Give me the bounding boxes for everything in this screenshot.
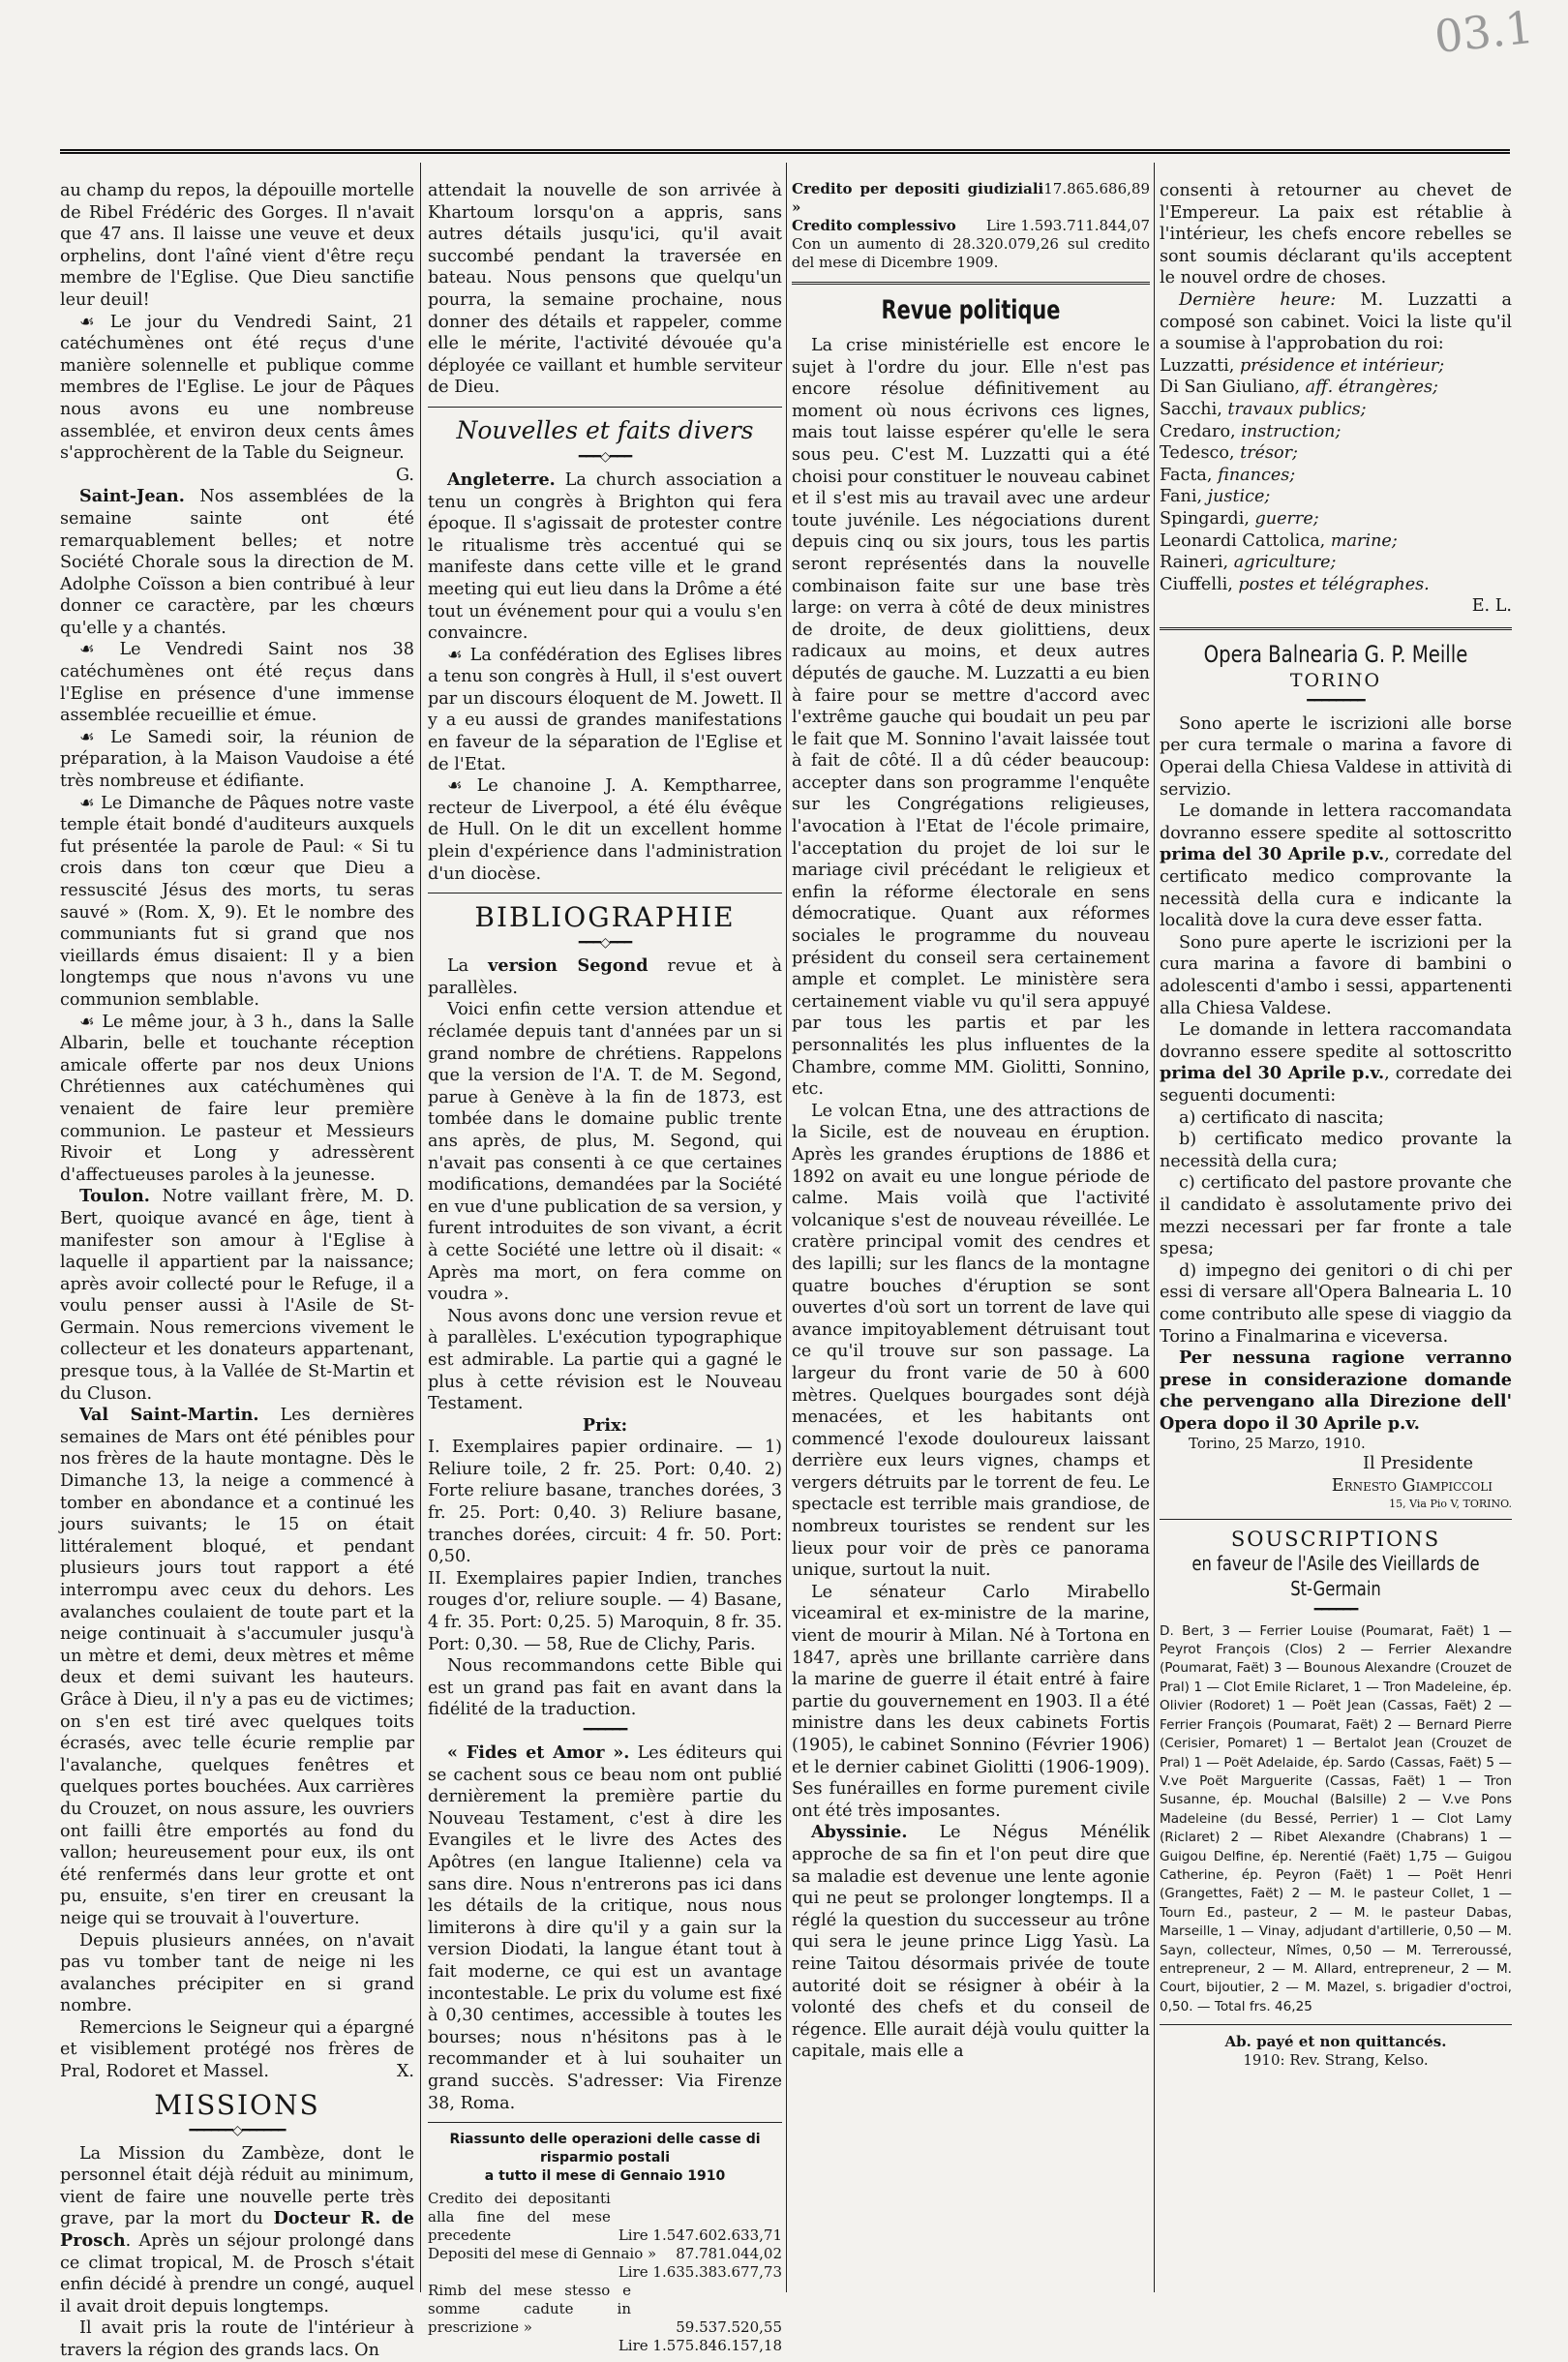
price-item: II. Exemplaires papier Indien, tranches rouges d'or, reliure souple. — 4) Basane, 4 fr. 35. Port: 0,25. 5) Maroquin, 8 fr. 35. Port: 0,30. — 58, Rue de Clichy, Paris. xyxy=(428,1568,782,1654)
paragraph: ☙ Le Vendredi Saint nos 38 catéchumènes ont été reçus dans l'Eglise en présence d'une immense assemblée recueillie et émue. xyxy=(60,640,415,726)
clover-bullet-icon: ☙ xyxy=(79,727,95,747)
footer-note: Ab. payé et non quittancés. xyxy=(1224,2033,1447,2051)
paragraph: Dernière heure: M. Luzzatti a composé son cabinet. Voici la liste qu'il a soumise à l'approbation du roi: xyxy=(1160,289,1512,354)
paragraph: attendait la nouvelle de son arrivée à Khartoum lorsqu'on a appris, sans autres détails jusqu'ici, qu'il avait succombé pendant la traversée en bateau. Nous pensons que quelqu'un pourra, la semaine prochaine, nous donner des détails et rappeler, comme elle le mérite, l'activité dévouée qu'a déployée ce vaillant et humble serviteur de Dieu. xyxy=(428,181,782,398)
table-row: Credito dei depositanti alla fine del mese precedente Lire 1.547.602.633,71 xyxy=(428,2190,782,2245)
cabinet-item: Ciuffelli, postes et télégraphes. xyxy=(1160,574,1430,594)
signature: E. L. xyxy=(1471,596,1512,617)
document-item: c) certificato del pastore provante che il candidato è assolutamente privo dei mezzi necessari per far fronte a tale spesa; xyxy=(1160,1173,1512,1259)
rule-ornament-icon: ━━━━━━ xyxy=(583,1722,627,1738)
paragraph: ☙ Le même jour, à 3 h., dans la Salle Albarin, belle et touchante réception amicale offerte par nos deux Unions Chrétiennes aux catéchumènes qui venaient de faire leur première communion. Le pasteur et Messieurs Rivoir et Long y adressèrent d'affectueuses paroles à la jeunesse. xyxy=(60,1012,415,1185)
divider xyxy=(428,407,782,408)
paragraph: La crise ministérielle est encore le sujet à l'ordre du jour. Elle n'est pas encore résolue définitivement au moment où nous écrivons ces lignes, mais tout laisse espérer qu'elle le sera sous peu. C'est M. Luzzatti qui a été choisi pour constituer le nouveau cabinet et il s'est mis au travail avec une ardeur toute juvénile. Les négociations durent depuis cinq ou six jours, tous les partis seront représentés dans la nouvelle combinaison faite sur une base très large: on verra à côté de deux ministres de droite, de deux giolittiens, deux radicaux au moins, et deux autres députés de gauche. M. Luzzatti a eu bien à faire pour se mettre d'accord avec l'extrême gauche qui boudait un peu par le fait que M. Sonnino l'avait laissée tout à fait de côté. Il a dû céder beaucoup: accepter dans son programme l'enquête sur les Congrégations religieuses, l'avocation à l'Etat de l'école primaire, l'acceptation du projet de loi sur le mariage civil précédant le religieux et enfin la réforme électorale en sens démocratique. Quant aux réformes sociales le programme du nouveau président du conseil sera certainement ample et complet. Le ministère sera certainement viable vu qu'il sera appuyé par tous les partis et par les personnalités les plus influentes de la Chambre, comme MM. Giolitti, Sonnino, etc. xyxy=(792,336,1150,1100)
paragraph: ☙ La confédération des Eglises libres a tenu son congrès à Hull, il s'est ouvert par un discours éloquent de M. Jowett. Il y a eu aussi de grandes manifestations en faveur de la séparation de l'Eglise et de l'Etat. xyxy=(428,645,783,774)
paragraph: Voici enfin cette version attendue et réclamée depuis tant d'années par un si grand nombre de chrétiens. Rappelons que la version de l'A. T. de M. Segond, parue à Genève à la fin de 1873, est tombée dans le domaine public trente ans après, de plus, M. Segond, qui n'avait pas consenti à ce que certaines modifications, demandées par la Société en vue d'une publication de sa version, y furent introduites de son vivant, a écrit à cette Société une lettre où il disait: « Après ma mort, on fera comme on voudra ». xyxy=(428,1000,782,1305)
column-rule xyxy=(1154,163,1155,2292)
cabinet-item: Luzzatti, présidence et intérieur; xyxy=(1160,355,1445,376)
paragraph: La version Segond revue et à parallèles. xyxy=(428,955,782,998)
paragraph: Abyssinie. Le Négus Ménélik approche de sa fin et l'on peut dire que sa maladie est devenue une lente agonie qui ne peut se prolonger longtemps. Il a réglé la question du successeur au trône qui sera le jeune prince Ligg Yasù. La reine Taitou désormais privée de toute autorité doit se résigner à obéir à la volonté des chefs et du conseil de régence. Elle aurait déjà voulu quitter la capitale, mais elle a xyxy=(792,1822,1150,2062)
paragraph: au champ du repos, la dépouille mortelle de Ribel Frédéric des Gorges. Il n'avait que 47 ans. Il laisse une veuve et deux orphelins, dont l'aîné vient d'être reçu membre de l'Eglise. Que Dieu sanctifie leur deuil! xyxy=(60,181,414,310)
section-title-missions: MISSIONS xyxy=(154,2088,320,2121)
column-4 xyxy=(1160,180,1512,2310)
documents-list xyxy=(1160,1107,1512,1348)
column-rule xyxy=(420,163,421,2292)
handwritten-page-number: 03.1 xyxy=(1432,0,1536,64)
document-item: d) impegno dei genitori o di chi per essi di versare all'Opera Balnearia L. 10 come contributo alle spese di viaggio da Torino a Finalmarina e viceversa. xyxy=(1160,1260,1512,1347)
divider xyxy=(1160,1519,1512,1520)
divider xyxy=(792,282,1150,285)
paragraph: Depuis plusieurs années, on n'avait pas vu tomber tant de neige ni les avalanches précipiter en si grand nombre. xyxy=(60,1930,414,2016)
section-subtitle-torino: TORINO xyxy=(1289,669,1382,691)
table-row: Rimb del mese stesso e somme cadute in prescrizione » 59.537.520,55 xyxy=(428,2282,782,2337)
table-row: Lire 1.575.846.157,18 xyxy=(618,2337,782,2355)
price-heading: Prix: xyxy=(582,1414,628,1436)
paragraph: Nous recommandons cette Bible qui est un grand pas fait en avant dans la fidélité de la traduction. xyxy=(428,1656,782,1720)
paragraph: ☙ Le chanoine J. A. Kemptharree, recteur de Liverpool, a été élu évêque de Hull. On le dit un excellent homme plein d'expérience dans l'administration d'un diocèse. xyxy=(428,776,783,884)
cabinet-item: Tedesco, trésor; xyxy=(1160,443,1298,464)
date-line: Torino, 25 Marzo, 1910. xyxy=(1189,1435,1366,1453)
paragraph: Le domande in lettera raccomandata dovranno essere spedite al sottoscritto prima del 30 Aprile p.v., corredate del certificato medico comprovante la necessità della cura e indicante la località dove la cura deve esser fatta. xyxy=(1160,802,1512,931)
paragraph: Remercions le Seigneur qui a épargné et visiblement protégé nos frères de Pral, Rodoret et Massel. X. xyxy=(60,2017,414,2082)
clover-bullet-icon: ☙ xyxy=(79,312,95,332)
rule-ornament-icon: ━━━◇━━━ xyxy=(578,448,632,465)
section-title-nouvelles: Nouvelles et faits divers xyxy=(456,415,754,444)
document-item: b) certificato medico provante la necessità della cura; xyxy=(1160,1130,1512,1171)
section-title-souscriptions: SOUSCRIPTIONS xyxy=(1230,1527,1441,1551)
table-row: Depositi del mese di Gennaio » 87.781.044,02 xyxy=(428,2245,782,2263)
paragraph: Val Saint-Martin. Les dernières semaines de Mars ont été pénibles pour nos frères de la haute montagne. Dès le Dimanche 13, la neige a commencé à tomber en abondance et a continué les jours suivants; le 15 on était littéralement bloqué, et pendant plusieurs jours tout rapport a été interrompu avec ceux du dehors. Les avalanches coulaient de toute part et la neige continuait à s'accumuler jusqu'à un mètre et demi, deux mètres et même deux et demi suivant les hauteurs. Grâce à Dieu, il n'y a pas eu de victimes; on s'en est tiré avec quelques toits écrasés, avec telle écurie remplie par l'avalanche, quelques fenêtres et quelques portes bouchées. Aux carrières du Crouzet, on nous assure, les ouvriers ont failli être emportés au fond du vallon; heureusement pour eux, ils ont été renfermés dans leur grotte et ont pu, ensuite, s'en tirer en creusant la neige qui se trouvait à l'ouverture. xyxy=(60,1405,414,1928)
rule-ornament-icon: ━━━━━━━━ xyxy=(1307,692,1365,709)
clover-bullet-icon: ☙ xyxy=(447,776,463,797)
cabinet-item: Fani, justice; xyxy=(1160,487,1271,507)
column-rule xyxy=(786,163,787,2292)
column-2 xyxy=(428,180,783,2355)
table-note: Con un aumento di 28.320.079,26 sul credito del mese di Dicembre 1909. xyxy=(792,235,1150,271)
cabinet-item: Credaro, instruction; xyxy=(1160,421,1342,441)
clover-bullet-icon: ☙ xyxy=(447,645,463,665)
paragraph: Per nessuna ragione verranno prese in considerazione domande che pervengano alla Direzione dell' Opera dopo il 30 Aprile p.v. xyxy=(1160,1348,1512,1434)
paragraph: Saint-Jean. Nos assemblées de la semaine sainte ont été remarquablement belles; et notre Société Chorale sous la direction de M. Adolphe Coïsson a bien contribué à leur donner ce caractère, par les chœurs qu'elle y a chantés. xyxy=(60,486,414,638)
paragraph: ☙ Le Dimanche de Pâques notre vaste temple était bondé d'auditeurs auxquels fut présentée la parole de Paul: « Si tu crois dans ton cœur que Dieu a ressuscité Jésus des morts, tu seras sauvé » (Rom. X, 9). Et le nombre des communiants fut si grand que nos vieillards émus disaient: Il y a bien longtemps que nous n'avons vu une communion semblable. xyxy=(60,793,414,1010)
section-title-opera-balnearia: Opera Balnearia G. P. Meille xyxy=(1203,640,1468,668)
divider xyxy=(1160,627,1512,630)
place-name: Val Saint-Martin. xyxy=(79,1405,259,1426)
paragraph: Il avait pris la route de l'intérieur à travers la région des grands lacs. On xyxy=(60,2318,414,2360)
cabinet-item: Di San Giuliano, aff. étrangères; xyxy=(1160,378,1438,398)
column-1 xyxy=(60,180,415,2360)
price-item: I. Exemplaires papier ordinaire. — 1) Reliure toile, 2 fr. 25. Port: 0,40. 2) Forte reliure basane, tranches dorées, 3 fr. 25. Port: 0,40. 3) Reliure basane, tranches dorées, circuit: 4 fr. 50. Port: 0,50. xyxy=(428,1438,782,1567)
paragraph: Angleterre. La church association a tenu un congrès à Brighton qui fera époque. Il s'agissait de protester contre le ritualisme très accentué qui se manifeste dans cette ville et le grand meeting qui eut lieu dans la Drôme a été tout un événement pour qui a voulu s'en convaincre. xyxy=(428,469,782,644)
clover-bullet-icon: ☙ xyxy=(79,793,95,813)
cabinet-item: Spingardi, guerre; xyxy=(1160,508,1319,529)
divider xyxy=(1160,2024,1512,2025)
paragraph: Le volcan Etna, une des attractions de la Sicile, est de nouveau en éruption. Après les grandes éruptions de 1886 et 1892 on avait eu une longue période de calme. Mais voilà que l'activité volcanique s'est de nouveau réveillée. Le cratère principal vomit des cendres et des lapilli; sur les flancs de la montagne quatre bouches d'éruption se sont ouvertes d'où sort un torrent de lave qui avance impitoyablement détruisant tout ce qu'il trouve sur son passage. La largeur du front varie de 50 à 600 mètres. Quelques bourgades sont déjà menacées, et les habitants ont commencé l'exode douloureux laissant derrière eux leurs vignes, champs et vergers détruits par le torrent de feu. Le spectacle est terrible mais grandiose, de nombreux touristes se rendent sur les lieux pour voir de près ce panorama unique, surtout la nuit. xyxy=(792,1101,1150,1581)
cabinet-item: Leonardi Cattolica, marine; xyxy=(1160,530,1398,551)
table-row: Credito per depositi giudiziali » 17.865.686,89 xyxy=(792,180,1150,216)
document-item: a) certificato di nascita; xyxy=(1179,1107,1384,1128)
savings-table xyxy=(428,2190,782,2355)
president-title: Il Presidente xyxy=(1363,1454,1473,1474)
paragraph: consenti à retourner au chevet de l'Empereur. La paix est rétablie à l'intérieur, les chefs encore rebelles se sont soumis déclarant qu'ils acceptent le nouvel ordre de choses. xyxy=(1160,181,1512,288)
president-name: Ernesto Giampiccoli xyxy=(1331,1476,1493,1497)
savings-summary-title: Riassunto delle operazioni delle casse di risparmio postali xyxy=(449,2132,761,2166)
rule-ornament-icon: ━━━━━━ xyxy=(1313,1601,1358,1618)
table-row: Credito complessivo Lire 1.593.711.844,07 xyxy=(792,217,1150,234)
paragraph: Toulon. Notre vaillant frère, M. D. Bert, quoique avancé en âge, tient à manifester son amour à l'Eglise à laquelle il appartient par la naissance; après avoir collecté pour le Refuge, il a voulu penser aussi à l'Asile de St-Germain. Nous remercions vivement le collecteur et les donateurs appartenant, presque tous, à la Vallée de St-Martin et du Cluson. xyxy=(60,1186,414,1404)
paragraph: « Fides et Amor ». Les éditeurs qui se cachent sous ce beau nom ont publié dernièrement la première partie du Nouveau Testament, c'est à dire les Evangiles et le livre des Actes des Apôtres (en langue Italienne) cela va sans dire. Nous n'entrerons pas ici dans les détails de la critique, nous nous limiterons à dire qu'il y a gain sur la version Diodati, la langue étant tout à fait moderne, ce qui est un avantage incontestable. Le prix du volume est fixé à 0,30 centimes, accessible à toutes les bourses; nous n'hésitons pas à le recommander et à lui souhaiter un grand succès. S'adresser: Via Firenze 38, Roma. xyxy=(428,1742,782,2113)
column-3 xyxy=(792,180,1150,2310)
paragraph: Nous avons donc une version revue et à parallèles. L'exécution typographique est admirable. La partie qui a gagné le plus à cette révision est le Nouveau Testament. xyxy=(428,1306,782,1414)
section-title-revue-politique: Revue politique xyxy=(881,295,1061,325)
table-row: Lire 1.635.383.677,73 xyxy=(618,2263,782,2282)
divider xyxy=(428,2122,782,2123)
rule-ornament-icon: ━━━━━━◇━━━━━━ xyxy=(189,2122,286,2138)
clover-bullet-icon: ☙ xyxy=(79,1012,95,1032)
place-name: Saint-Jean. xyxy=(79,486,185,507)
footer-note: 1910: Rev. Strang, Kelso. xyxy=(1243,2051,1429,2070)
paragraph: ☙ Le Samedi soir, la réunion de préparation, à la Maison Vaudoise a été très nombreuse et édifiante. xyxy=(60,727,415,792)
rule-ornament-icon: ━━━◇━━━ xyxy=(578,935,632,952)
paragraph: La Mission du Zambèze, dont le personnel était déjà réduit au minimum, vient de faire une nouvelle perte très grave, par la mort du Docteur R. de Prosch. Après un séjour prolongé dans ce climat tropical, M. de Prosch s'était enfin décidé à prendre un congé, auquel il avait droit depuis longtemps. xyxy=(60,2143,414,2317)
paragraph: Le domande in lettera raccomandata dovranno essere spedite al sottoscritto prima del 30 Aprile p.v., corredate dei seguenti documenti: xyxy=(1160,1020,1512,1105)
savings-table-continued xyxy=(792,180,1150,272)
paragraph: Sono pure aperte le iscrizioni per la cura marina a favore di bambini o adolescenti d'ambo i sessi, appartenenti alla Chiesa Valdese. xyxy=(1160,932,1512,1018)
section-title-bibliographie: BIBLIOGRAPHIE xyxy=(474,901,736,934)
section-subtitle-souscriptions: en faveur de l'Asile des Vieillards de St-Germain xyxy=(1191,1551,1480,1600)
cabinet-item: Facta, finances; xyxy=(1160,465,1296,485)
cabinet-item: Raineri, agriculture; xyxy=(1160,553,1337,573)
top-double-rule xyxy=(60,149,1510,159)
address: 15, Via Pio V, TORINO. xyxy=(1389,1497,1512,1510)
savings-summary-subtitle: a tutto il mese di Gennaio 1910 xyxy=(484,2168,726,2185)
cabinet-list xyxy=(1160,355,1512,596)
paragraph: ☙ Le jour du Vendredi Saint, 21 catéchumènes ont été reçus d'une manière solennelle et publique comme membres de l'Eglise. Le jour de Pâques nous avons eu une nombreuse assemblée, et environ deux cents âmes s'approchèrent de la Table du Seigneur. G. xyxy=(60,312,414,485)
subscriptions-list: D. Bert, 3 — Ferrier Louise (Poumarat, Faët) 1 — Peyrot François (Clos) 2 — Ferrier Alexandre (Poumarat, Faët) 3 — Bounous Alexandre (Crouzet de Pral) 1 — Clot Emile Riclaret, 1 — Tron Madeleine, ép. Olivier (Rodoret) 1 — Poët Jean (Cassas, Faët) 2 — Ferrier François (Poumarat, Faët) 2 — Bernard Pierre (Cerisier, Pomaret) 1 — Bertalot Jean (Crouzet de Pral) 1 — Poët Adelaide, ép. Sardo (Cassas, Faët) 5 — V.ve Poët Marguerite (Cassas, Faët) 1 — Tron Susanne, ép. Mouchal (Balsille) 2 — V.ve Pons Madeleine (du Bessé, Perrier) 1 — Clot Lamy (Riclaret) 2 — Ribet Alexandre (Chabrans) 1 — Guigou Delfine, ép. Nerentié (Faët) 1,75 — Guigou Catherine, ép. Peyron (Faët) 1 — Poët Henri (Grangettes, Faët) 2 — M. le pasteur Collet, 1 — Tourn Ed., pasteur, 2 — M. le pasteur Dabas, Marseille, 1 — Vinay, adjudant d'artillerie, 0,50 — M. Sayn, collecteur, Nîmes, 0,50 — M. Terreroussé, entrepreneur, 2 — M. Allard, entrepreneur, 2 — M. Court, bijoutier, 2 — M. Mazel, s. brigadier d'octroi, 0,50. — Total frs. 46,25 xyxy=(1160,1622,1512,2014)
place-name: Toulon. xyxy=(79,1186,150,1207)
cabinet-item: Sacchi, travaux publics; xyxy=(1160,399,1367,419)
paragraph: Le sénateur Carlo Mirabello viceamiral et ex-ministre de la marine, vient de mourir à Milan. Né à Tortona en 1847, après une brillante carrière dans la marine de guerre il était entré à faire partie du gouvernement en 1903. Il a été ministre dans les deux cabinets Fortis (1905), le cabinet Sonnino (Février 1906) et le dernier cabinet Giolitti (1906-1909). Ses funérailles en forme purement civile ont été très imposantes. xyxy=(792,1582,1150,1821)
paragraph: Sono aperte le iscrizioni alle borse per cura termale o marina a favore di Operai della Chiesa Valdese in attività di servizio. xyxy=(1160,713,1512,800)
clover-bullet-icon: ☙ xyxy=(79,640,95,660)
